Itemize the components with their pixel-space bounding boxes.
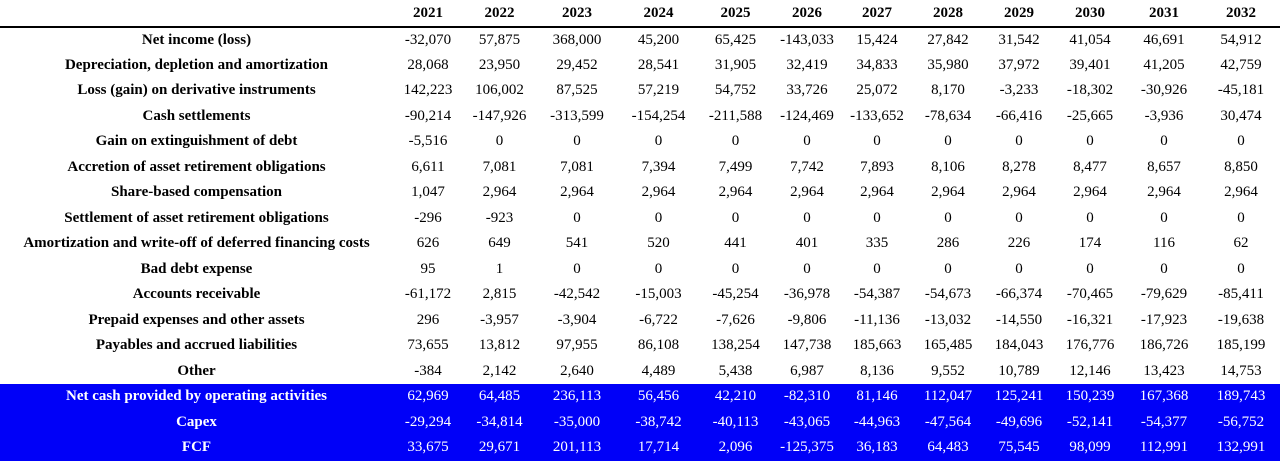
table-cell: -133,652 — [850, 107, 904, 124]
header-row — [0, 0, 1280, 27]
table-cell: -143,033 — [780, 31, 834, 48]
year-column-header: 2025 — [699, 0, 772, 27]
row-label: Cash settlements — [142, 107, 251, 124]
summary-row — [0, 435, 1280, 461]
table-cell: -18,302 — [1066, 82, 1114, 99]
table-cell: -7,626 — [716, 311, 755, 328]
table-cell: 13,423 — [1143, 362, 1185, 379]
table-cell: -61,172 — [404, 286, 452, 303]
table-cell: -38,742 — [635, 413, 682, 430]
table-cell: -85,411 — [1218, 286, 1264, 303]
table-cell: -42,542 — [553, 286, 601, 303]
table-cell: 116 — [1153, 235, 1175, 252]
table-cell: 185,663 — [852, 337, 902, 354]
table-row — [0, 231, 1280, 257]
table-cell: 201,113 — [552, 439, 602, 456]
table-cell: 6,611 — [411, 158, 445, 175]
row-label: Gain on extinguishment of debt — [95, 133, 298, 150]
table-cell: 4,489 — [641, 362, 676, 379]
table-cell: 2,964 — [560, 184, 594, 201]
table-cell: 64,485 — [478, 388, 521, 405]
table-cell: 184,043 — [994, 337, 1044, 354]
table-cell: -29,294 — [404, 413, 452, 430]
table-cell: 0 — [1015, 133, 1023, 150]
table-cell: 29,452 — [556, 56, 598, 73]
table-cell: 0 — [1086, 260, 1094, 277]
table-cell: -9,806 — [787, 311, 827, 328]
table-cell: 441 — [724, 235, 747, 252]
table-cell: 0 — [1086, 209, 1094, 226]
table-cell: 12,146 — [1069, 362, 1111, 379]
table-cell: -11,136 — [854, 311, 900, 328]
table-cell: 62 — [1233, 235, 1249, 252]
table-cell: 65,425 — [714, 31, 757, 48]
table-cell: 0 — [495, 133, 504, 150]
table-cell: -78,634 — [924, 107, 972, 124]
table-cell: 62,969 — [407, 388, 449, 405]
table-cell: 189,743 — [1216, 388, 1266, 405]
table-cell: 174 — [1078, 235, 1102, 252]
table-cell: 2,964 — [641, 184, 676, 201]
table-cell: 2,964 — [931, 184, 965, 201]
table-cell: -40,113 — [712, 413, 759, 430]
table-cell: 64,483 — [927, 439, 969, 456]
table-cell: 112,047 — [923, 388, 973, 405]
table-cell: 286 — [936, 235, 960, 252]
table-cell: -25,665 — [1066, 107, 1114, 124]
table-row — [0, 180, 1280, 206]
table-cell: -34,814 — [476, 413, 523, 430]
year-column-header: 2030 — [1054, 0, 1126, 27]
year-column-header: 2022 — [463, 0, 536, 27]
table-cell: 1 — [495, 260, 504, 277]
year-column-header: 2026 — [772, 0, 842, 27]
summary-row — [0, 410, 1280, 436]
row-label: Capex — [176, 413, 217, 430]
table-cell: 39,401 — [1069, 56, 1111, 73]
corner-cell — [0, 0, 393, 27]
table-row — [0, 333, 1280, 359]
table-cell: 41,205 — [1143, 56, 1185, 73]
table-cell: 0 — [803, 209, 811, 226]
table-cell: 147,738 — [782, 337, 832, 354]
table-row — [0, 53, 1280, 79]
table-cell: 8,170 — [931, 82, 965, 99]
table-cell: -13,032 — [924, 311, 972, 328]
table-row — [0, 359, 1280, 385]
table-header — [0, 0, 1280, 27]
table-cell: 626 — [416, 235, 440, 252]
table-cell: 106,002 — [475, 82, 524, 99]
table-cell: 335 — [865, 235, 889, 252]
table-cell: 37,972 — [998, 56, 1040, 73]
table-cell: 2,964 — [482, 184, 517, 201]
table-cell: 9,552 — [931, 362, 965, 379]
row-label: Other — [177, 362, 216, 379]
table-cell: -3,957 — [480, 311, 519, 328]
table-cell: 86,108 — [637, 337, 680, 354]
table-cell: 2,964 — [718, 184, 753, 201]
table-cell: 7,499 — [718, 158, 753, 175]
table-cell: -45,181 — [1217, 82, 1265, 99]
table-cell: 41,054 — [1069, 31, 1111, 48]
table-cell: 33,675 — [407, 439, 449, 456]
table-cell: 8,136 — [860, 362, 894, 379]
table-cell: 0 — [803, 260, 811, 277]
row-label: Amortization and write-off of deferred financing costs — [23, 235, 370, 252]
table-cell: -17,923 — [1140, 311, 1188, 328]
row-label: Accretion of asset retirement obligations — [67, 158, 326, 175]
year-column-header: 2028 — [912, 0, 984, 27]
table-cell: -313,599 — [550, 107, 604, 124]
table-cell: 125,241 — [994, 388, 1044, 405]
table-cell: 33,726 — [786, 82, 828, 99]
table-cell: 2,964 — [1224, 184, 1258, 201]
table-cell: 7,394 — [641, 158, 676, 175]
table-cell: 2,964 — [1073, 184, 1107, 201]
table-cell: 98,099 — [1069, 439, 1111, 456]
table-cell: -19,638 — [1217, 311, 1265, 328]
table-cell: 0 — [944, 209, 952, 226]
table-cell: 0 — [1086, 133, 1094, 150]
table-cell: 30,474 — [1220, 107, 1262, 124]
table-cell: 2,964 — [790, 184, 824, 201]
table-cell: -54,377 — [1140, 413, 1188, 430]
table-cell: 81,146 — [856, 388, 898, 405]
table-row — [0, 308, 1280, 334]
table-cell: 14,753 — [1220, 362, 1262, 379]
table-cell: 226 — [1007, 235, 1031, 252]
table-cell: 0 — [573, 260, 581, 277]
table-cell: 42,210 — [714, 388, 757, 405]
table-cell: -211,588 — [708, 107, 763, 124]
table-cell: 15,424 — [856, 31, 898, 48]
table-cell: -154,254 — [631, 107, 686, 124]
row-label: Settlement of asset retirement obligations — [64, 209, 329, 226]
table-cell: -70,465 — [1066, 286, 1114, 303]
table-cell: 0 — [803, 133, 811, 150]
table-cell: 2,640 — [560, 362, 594, 379]
table-cell: 87,525 — [556, 82, 598, 99]
row-label: Accounts receivable — [132, 286, 261, 303]
year-column-header: 2032 — [1202, 0, 1280, 27]
table-cell: 150,239 — [1065, 388, 1115, 405]
table-cell: -54,387 — [853, 286, 901, 303]
year-column-header: 2024 — [618, 0, 699, 27]
year-column-header: 2029 — [984, 0, 1054, 27]
table-cell: -3,936 — [1144, 107, 1184, 124]
table-cell: 0 — [654, 260, 663, 277]
row-label: Prepaid expenses and other assets — [88, 311, 305, 328]
table-row — [0, 78, 1280, 104]
table-cell: 0 — [944, 133, 952, 150]
table-cell: 0 — [873, 260, 881, 277]
table-cell: 54,752 — [714, 82, 757, 99]
table-cell: 5,438 — [718, 362, 753, 379]
table-cell: 0 — [944, 260, 952, 277]
table-row — [0, 206, 1280, 232]
table-cell: 10,789 — [998, 362, 1040, 379]
table-cell: 32,419 — [786, 56, 828, 73]
table-cell: 236,113 — [552, 388, 602, 405]
table-cell: 138,254 — [711, 337, 760, 354]
table-row — [0, 129, 1280, 155]
table-cell: 8,278 — [1002, 158, 1036, 175]
table-cell: -52,141 — [1066, 413, 1114, 430]
table-cell: 17,714 — [637, 439, 680, 456]
table-cell: 57,875 — [478, 31, 521, 48]
table-row — [0, 282, 1280, 308]
table-cell: -90,214 — [404, 107, 452, 124]
table-cell: 35,980 — [927, 56, 969, 73]
table-cell: 401 — [795, 235, 819, 252]
table-cell: 520 — [647, 235, 670, 252]
table-cell: 185,199 — [1216, 337, 1266, 354]
table-cell: 165,485 — [923, 337, 973, 354]
table-cell: -56,752 — [1217, 413, 1265, 430]
row-label: Net income (loss) — [141, 31, 252, 48]
table-cell: -36,978 — [783, 286, 831, 303]
table-cell: 97,955 — [556, 337, 598, 354]
table-cell: 6,987 — [790, 362, 824, 379]
table-cell: 2,964 — [1147, 184, 1181, 201]
row-label: Payables and accrued liabilities — [95, 337, 298, 354]
table-cell: -3,233 — [999, 82, 1039, 99]
table-row — [0, 104, 1280, 130]
table-cell: 95 — [420, 260, 436, 277]
year-column-header: 2031 — [1126, 0, 1202, 27]
table-cell: 368,000 — [552, 31, 602, 48]
table-cell: 57,219 — [637, 82, 680, 99]
table-cell: -124,469 — [780, 107, 834, 124]
table-cell: 167,368 — [1139, 388, 1189, 405]
table-cell: -66,416 — [995, 107, 1043, 124]
table-cell: -79,629 — [1140, 286, 1188, 303]
table-cell: 28,541 — [637, 56, 680, 73]
year-column-header: 2027 — [842, 0, 912, 27]
table-cell: -147,926 — [472, 107, 527, 124]
table-cell: 25,072 — [856, 82, 898, 99]
table-cell: 36,183 — [856, 439, 898, 456]
table-cell: 112,991 — [1139, 439, 1189, 456]
table-cell: 34,833 — [856, 56, 898, 73]
table-cell: -384 — [414, 362, 442, 379]
table-cell: 8,106 — [931, 158, 965, 175]
table-cell: -3,904 — [557, 311, 597, 328]
table-cell: 0 — [573, 133, 581, 150]
summary-row — [0, 384, 1280, 410]
table-cell: 27,842 — [927, 31, 969, 48]
table-cell: -296 — [414, 209, 442, 226]
table-cell: 46,691 — [1143, 31, 1185, 48]
table-cell: 0 — [1160, 209, 1168, 226]
table-cell: 8,657 — [1147, 158, 1181, 175]
table-cell: 649 — [488, 235, 511, 252]
table-cell: -125,375 — [780, 439, 834, 456]
year-column-header: 2021 — [393, 0, 463, 27]
table-cell: -49,696 — [995, 413, 1043, 430]
table-cell: 132,991 — [1216, 439, 1266, 456]
table-cell: 8,850 — [1224, 158, 1258, 175]
table-cell: 0 — [731, 133, 740, 150]
row-label: Share-based compensation — [111, 184, 282, 201]
table-cell: -45,254 — [712, 286, 759, 303]
table-cell: 0 — [1237, 133, 1245, 150]
row-label: Depreciation, depletion and amortization — [64, 56, 329, 73]
table-cell: -47,564 — [924, 413, 972, 430]
table-cell: 31,542 — [998, 31, 1040, 48]
table-cell: 2,142 — [482, 362, 517, 379]
table-cell: 0 — [873, 133, 881, 150]
table-cell: 28,068 — [407, 56, 449, 73]
table-cell: 2,964 — [1002, 184, 1036, 201]
table-cell: 2,096 — [718, 439, 753, 456]
table-cell: -66,374 — [995, 286, 1043, 303]
table-cell: 0 — [1237, 260, 1245, 277]
table-cell: -5,516 — [408, 133, 448, 150]
table-cell: -16,321 — [1066, 311, 1114, 328]
table-cell: 8,477 — [1073, 158, 1107, 175]
table-cell: 0 — [731, 260, 740, 277]
table-cell: -14,550 — [995, 311, 1043, 328]
year-column-header: 2023 — [536, 0, 618, 27]
table-cell: 42,759 — [1220, 56, 1262, 73]
table-row — [0, 257, 1280, 283]
table-cell: -30,926 — [1140, 82, 1188, 99]
table-cell: 56,456 — [637, 388, 680, 405]
table-cell: 54,912 — [1220, 31, 1262, 48]
table-row — [0, 155, 1280, 181]
table-cell: 142,223 — [403, 82, 453, 99]
table-cell: 45,200 — [637, 31, 680, 48]
table-cell: -54,673 — [924, 286, 972, 303]
table-cell: 0 — [731, 209, 740, 226]
table-cell: -923 — [485, 209, 514, 226]
table-cell: 73,655 — [407, 337, 449, 354]
table-cell: -35,000 — [553, 413, 601, 430]
table-cell: 0 — [654, 209, 663, 226]
table-cell: 0 — [1160, 260, 1168, 277]
row-label: Bad debt expense — [140, 260, 253, 277]
table-cell: 0 — [873, 209, 881, 226]
table-row — [0, 27, 1280, 53]
table-cell: -15,003 — [635, 286, 682, 303]
table-cell: 7,893 — [860, 158, 894, 175]
table-cell: 0 — [654, 133, 663, 150]
table-cell: 0 — [1015, 209, 1023, 226]
table-cell: 75,545 — [998, 439, 1040, 456]
table-cell: 0 — [1160, 133, 1168, 150]
table-cell: 13,812 — [478, 337, 521, 354]
table-cell: -44,963 — [853, 413, 901, 430]
row-label: FCF — [181, 439, 212, 456]
table-body — [0, 27, 1280, 461]
row-label: Loss (gain) on derivative instruments — [77, 82, 316, 99]
table-cell: 23,950 — [478, 56, 521, 73]
table-cell: 176,776 — [1065, 337, 1115, 354]
table-cell: 7,081 — [482, 158, 517, 175]
table-cell: 0 — [1015, 260, 1023, 277]
table-cell: 31,905 — [714, 56, 757, 73]
table-cell: 186,726 — [1139, 337, 1189, 354]
table-cell: 29,671 — [478, 439, 521, 456]
table-cell: 7,081 — [560, 158, 594, 175]
table-cell: 541 — [565, 235, 589, 252]
table-cell: 1,047 — [411, 184, 445, 201]
table-cell: 2,964 — [860, 184, 894, 201]
table-cell: -32,070 — [404, 31, 452, 48]
table-cell: 296 — [416, 311, 440, 328]
table-cell: -82,310 — [783, 388, 831, 405]
table-cell: 7,742 — [790, 158, 824, 175]
table-cell: -43,065 — [783, 413, 831, 430]
table-cell: -6,722 — [639, 311, 678, 328]
row-label: Net cash provided by operating activities — [66, 388, 327, 405]
table-cell: 0 — [573, 209, 581, 226]
table-cell: 2,815 — [482, 286, 517, 303]
table-cell: 0 — [1237, 209, 1245, 226]
